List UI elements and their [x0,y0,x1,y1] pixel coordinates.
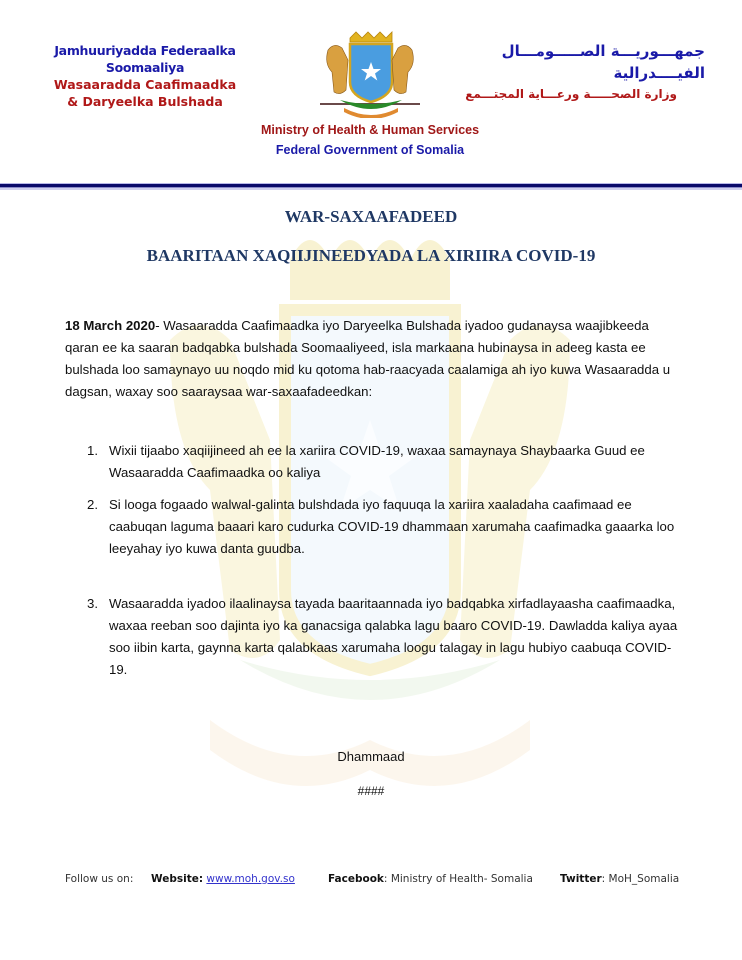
website-link[interactable]: www.moh.gov.so [206,873,295,885]
ministry-name: Ministry of Health & Human Services [260,123,480,137]
header-ministry-somali-1: Wasaaradda Caafimaadka [53,77,237,92]
website-separator: : [198,873,204,885]
list-item-number: 2. [87,497,98,512]
crown-icon [350,32,392,42]
leopard-left-icon [327,45,348,93]
header-arabic-block [455,40,705,104]
twitter-separator: : [601,873,606,885]
intro-paragraph [65,315,685,403]
twitter-value: MoH_Somalia [608,873,680,885]
list-item-number: 1. [87,443,98,458]
end-mark: #### [357,784,385,798]
closing-text: Dhammaad [337,749,405,764]
follow-label: Follow us on: [65,873,134,885]
leopard-right-icon [392,45,413,93]
government-name: Federal Government of Somalia [275,143,465,157]
release-date: 18 March 2020 [65,318,156,333]
header-divider [0,183,742,190]
facebook-value: Ministry of Health- Somalia [390,873,533,885]
list-item [87,440,687,484]
facebook-contact [328,873,533,885]
header-ministry-arabic: وزارة الصحـــــة ورعـــاية المجتـــمع [465,87,677,101]
facebook-separator: : [383,873,388,885]
coat-of-arms-logo [314,30,426,118]
website-label: Website [151,873,199,885]
list-item-text: Wixii tijaabo xaqiijineed ah ee la xariira COVID-19, waxaa samaynaya Shaybaarka Guud ee Wasaaradda Caafimaadka oo kaliya [109,443,645,480]
twitter-contact [560,873,679,885]
ministry-english-block [170,120,570,160]
list-item-text: Si looga fogaado walwal-galinta bulshdada iyo faquuqa la xariira xaaladaha caafimaad ee caabuqan laguma baaari karo cudurka COVID-19 dhammaan xarumaha caafimadka gaaarka loo leeyahay iyo kuwa danta guudba. [109,497,675,556]
header-ministry-somali-2: & Daryeelka Bulshada [67,94,223,109]
header-republic-arabic: جمهـــوريـــة الصـــــومـــال الفيــــدرالية [501,42,705,82]
ribbon-icon [344,108,398,118]
facebook-label: Facebook [328,873,384,885]
document-subtitle: BAARITAAN XAQIIJINEEDYADA LA XIRIIRA COVID-19 [146,246,596,265]
list-item [87,494,687,560]
header-somali-block [20,42,270,110]
website-contact [151,873,295,885]
header-republic-somali: Jamhuuriyadda Federaalka Soomaaliya [54,43,236,75]
document-title: WAR-SAXAAFADEED [284,207,458,226]
list-item-number: 3. [87,596,98,611]
list-item [87,593,687,681]
list-item-text: Wasaaradda iyadoo ilaalinaysa tayada baaritaannada iyo badqabka xirfadlayaasha caafimaadka, waxaa reeban soo dajinta iyo ka ganacsiga qalabka lagu baaro COVID-19. Dawladda kaliya ayaa soo iibin karta, gaynna karta qalabkaas xarumaha loogu talagay in lagu hubiyo caabuqa COVID-19. [109,596,678,677]
twitter-label: Twitter [560,873,602,885]
intro-text: - Wasaaradda Caafimaadka iyo Daryeelka Bulshada iyadoo gudanaysa waajibkeeda qaran ee ka saaran badqabka bulshada Soomaaliyeed, isla markaana hubinaysa in adeeg kasta ee bulshada loo samaynayo uu noqdo mid ku qotoma hab-raacyada caalamiga ah iyo kuwa Wasaaradda u dagsan, waxay soo saaraysaa war-saxaafadeedkan: [65,318,671,399]
